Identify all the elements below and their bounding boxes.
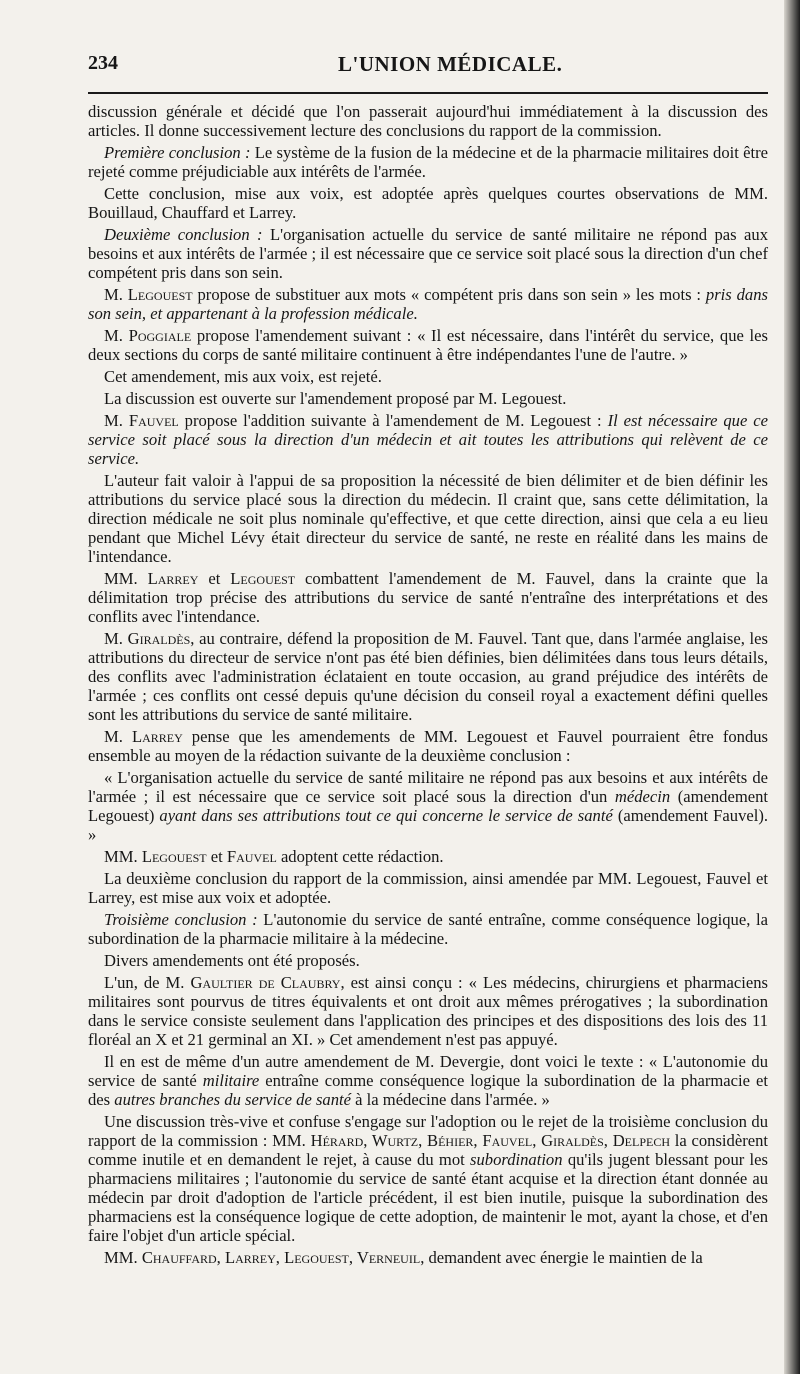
name-small-caps: Legouest	[141, 847, 207, 866]
text-run: la considèrent comme inutile et en demandent le rejet, à cause du mot	[88, 1131, 768, 1169]
name-small-caps: Legouest	[230, 569, 296, 588]
paragraph	[88, 102, 768, 140]
text-run: M.	[104, 285, 128, 304]
paragraph	[88, 285, 768, 323]
text-run: MM.	[104, 569, 148, 588]
article-body	[88, 102, 768, 1267]
text-run: adoptent cette rédaction.	[276, 847, 444, 866]
text-run: La discussion est ouverte sur l'amendement proposé par M. Legouest.	[104, 389, 567, 408]
paragraph	[88, 973, 768, 1049]
text-run: M.	[104, 629, 128, 648]
text-run: à la médecine dans l'armée. »	[351, 1090, 550, 1109]
paragraph	[88, 951, 768, 970]
name-small-caps: Giraldès	[127, 629, 191, 648]
paragraph	[88, 1112, 768, 1245]
text-run: pense que les amendements de MM. Legouest et Fauvel pourraient être fondus ensemble au moyen de la rédaction suivante de la deuxième conclusion :	[88, 727, 768, 765]
text-run: L'organisation actuelle du service de santé militaire ne répond pas aux besoins et aux intérêts de l'armée ; il est nécessaire que ce service soit placé sous la direction d'un chef compétent pris dans son sein.	[88, 225, 768, 282]
paragraph	[88, 184, 768, 222]
italic-text: militaire	[202, 1071, 260, 1090]
text-run: M.	[104, 411, 129, 430]
text-run: combattent l'amendement de M. Fauvel, dans la crainte que la délimitation trop précise des attributions du service de santé n'entraîne des interprétations et des conflits avec l'intendance.	[88, 569, 768, 626]
text-run: Une discussion très-vive et confuse s'engage sur l'adoption ou le rejet de la troisième conclusion du rapport de la commission : MM.	[88, 1112, 768, 1150]
paragraph	[88, 143, 768, 181]
text-run: discussion générale et décidé que l'on passerait aujourd'hui immédiatement à la discussion des articles. Il donne successivement lecture des conclusions du rapport de la commission.	[88, 102, 768, 140]
italic-text: Il est nécessaire que ce service soit placé sous la direction d'un médecin et ait toutes les attributions qui relèvent de ce service.	[88, 411, 768, 468]
paragraph	[88, 326, 768, 364]
text-run: qu'ils jugent blessant pour les pharmaciens militaires ; l'autonomie du service de santé étant acquise et la direction étant donnée au médecin par droit d'adoption de l'article précédent, il est bien inutile, puisque la subordination des pharmaciens est la conséquence logique de cette adoption, de maintenir le mot, ayant la chose, et d'en faire l'objet d'un article spécial.	[88, 1150, 768, 1245]
text-run: L'autonomie du service de santé entraîne, comme conséquence logique, la subordination de la pharmacie militaire à la médecine.	[88, 910, 768, 948]
name-small-caps: Fauvel	[128, 411, 179, 430]
text-run: Il en est de même d'un autre amendement de M. Devergie, dont voici le texte : « L'autonomie du service de santé	[88, 1052, 768, 1090]
italic-text: médecin	[614, 787, 671, 806]
name-small-caps: Legouest	[127, 285, 193, 304]
name-small-caps: Gaultier de Claubry	[190, 973, 341, 992]
italic-text: pris dans son sein, et appartenant à la profession médicale.	[88, 285, 768, 323]
paragraph	[88, 847, 768, 866]
paragraph	[88, 569, 768, 626]
name-small-caps: Chauffard, Larrey, Legouest, Verneuil	[141, 1248, 421, 1267]
italic-text: autres branches du service de santé	[114, 1090, 351, 1109]
paragraph	[88, 225, 768, 282]
paragraph	[88, 471, 768, 566]
italic-text: Troisième conclusion :	[104, 910, 258, 929]
text-run: et	[206, 847, 227, 866]
text-run: propose l'addition suivante à l'amendement de M. Legouest :	[178, 411, 608, 430]
paragraph	[88, 411, 768, 468]
paragraph	[88, 1052, 768, 1109]
name-small-caps: Poggiale	[128, 326, 192, 345]
paragraph	[88, 768, 768, 844]
text-run: Le système de la fusion de la médecine et de la pharmacie militaires doit être rejeté comme préjudiciable aux intérêts de l'armée.	[88, 143, 768, 181]
text-run: Cette conclusion, mise aux voix, est adoptée après quelques courtes observations de MM. Bouillaud, Chauffard et Larrey.	[88, 184, 768, 222]
header-rule	[88, 92, 768, 94]
text-run: , est ainsi conçu : « Les médecins, chirurgiens et pharmaciens militaires sont pourvus de titres équivalents et ont droit aux mêmes prérogatives ; la subordination dans le service consiste seulement dans l'application des principes et des dispositions des lois des 11 floréal an X et 21 germinal an XI. » Cet amendement n'est pas appuyé.	[88, 973, 768, 1049]
text-run: , au contraire, défend la proposition de M. Fauvel. Tant que, dans l'armée anglaise, les attributions du directeur de service n'ont pas été bien définies, bien délimitées dans tous leurs détails, des conflits avec l'administration éclataient en toute occasion, au grand préjudice des intérêts de l'armée ; ces conflits ont cessé depuis qu'une décision du conseil royal a exactement défini quelles sont les attributions du service de santé militaire.	[88, 629, 768, 724]
paragraph	[88, 389, 768, 408]
text-run: L'un, de M.	[104, 973, 191, 992]
text-run: MM.	[104, 847, 142, 866]
text-run: entraîne comme conséquence logique la subordination de la pharmacie et des	[88, 1071, 768, 1109]
italic-text: subordination	[470, 1150, 563, 1169]
paragraph	[88, 629, 768, 724]
text-run: M.	[104, 326, 129, 345]
name-small-caps: Larrey	[147, 569, 199, 588]
page-edge-shadow	[784, 0, 800, 1374]
text-run: L'auteur fait valoir à l'appui de sa proposition la nécessité de bien délimiter et de bien définir les attributions du service placé sous la direction du médecin. Il craint que, sans cette délimitation, la direction médicale ne soit plus nominale qu'effective, et que cette direction, ainsi que cela a eu lieu pendant que Michel Lévy était directeur du service de santé, ne reste en réalité dans les mains de l'intendance.	[88, 471, 768, 566]
italic-text: Deuxième conclusion :	[104, 225, 263, 244]
page-number: 234	[88, 52, 118, 74]
paragraph	[88, 910, 768, 948]
text-run: M.	[104, 727, 132, 746]
paragraph	[88, 727, 768, 765]
italic-text: ayant dans ses attributions tout ce qui concerne le service de santé	[159, 806, 613, 825]
text-run: Cet amendement, mis aux voix, est rejeté.	[104, 367, 382, 386]
italic-text: Première conclusion :	[104, 143, 251, 162]
text-run: et	[198, 569, 231, 588]
text-run: MM.	[104, 1248, 142, 1267]
text-run: , demandent avec énergie le maintien de la	[420, 1248, 703, 1267]
journal-title: L'UNION MÉDICALE.	[338, 52, 563, 76]
name-small-caps: Larrey	[131, 727, 183, 746]
paragraph	[88, 367, 768, 386]
text-run: propose de substituer aux mots « compétent pris dans son sein » les mots :	[192, 285, 706, 304]
text-run: « L'organisation actuelle du service de santé militaire ne répond pas aux besoins et aux intérêts de l'armée ; il est nécessaire que ce service soit placé sous la direction d'un	[88, 768, 768, 806]
paragraph	[88, 869, 768, 907]
name-small-caps: Fauvel	[226, 847, 277, 866]
text-run: (amendement Legouest)	[88, 787, 768, 825]
text-run: (amendement Fauvel). »	[88, 806, 769, 844]
text-run: propose l'amendement suivant : « Il est nécessaire, dans l'intérêt du service, que les deux sections du corps de santé militaire continuent à être indépendantes l'une de l'autre. »	[88, 326, 768, 364]
name-small-caps: Hérard, Wurtz, Béhier, Fauvel, Giraldès, Delpech	[310, 1131, 671, 1150]
paragraph	[88, 1248, 768, 1267]
text-run: Divers amendements ont été proposés.	[104, 951, 360, 970]
text-run: La deuxième conclusion du rapport de la commission, ainsi amendée par MM. Legouest, Fauvel et Larrey, est mise aux voix et adoptée.	[88, 869, 768, 907]
running-header	[88, 52, 766, 86]
